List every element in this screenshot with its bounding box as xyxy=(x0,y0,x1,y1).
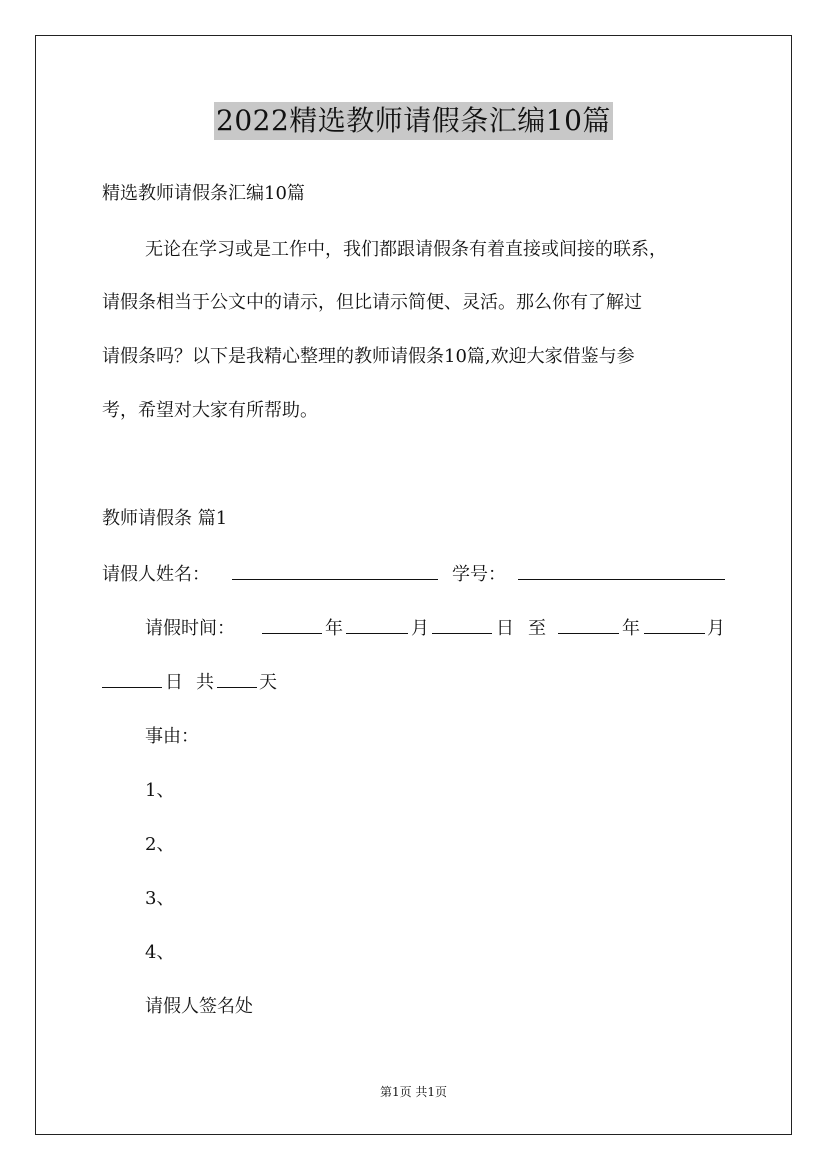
title-container xyxy=(0,102,827,140)
end-year-blank[interactable] xyxy=(558,617,619,641)
end-month-label: 月 xyxy=(707,618,725,639)
intro-line-2: 请假条相当于公文中的请示，但比请示简便、灵活。那么你有了解过 xyxy=(102,292,642,313)
total-label: 共 xyxy=(196,672,214,693)
page-footer: 第1页 共1页 xyxy=(379,1085,448,1099)
end-year-label: 年 xyxy=(622,618,640,639)
intro-line-1: 无论在学习或是工作中，我们都跟请假条有着直接或间接的联系， xyxy=(145,239,667,260)
signature-label: 请假人签名处 xyxy=(145,996,253,1017)
reason-item-4: 4、 xyxy=(145,942,175,963)
name-label: 请假人姓名： xyxy=(102,564,210,585)
reason-item-3: 3、 xyxy=(145,888,175,909)
month-label: 月 xyxy=(411,618,429,639)
reason-item-2: 2、 xyxy=(145,834,175,855)
year-label: 年 xyxy=(325,618,343,639)
reason-item-1: 1、 xyxy=(145,780,175,801)
name-blank[interactable] xyxy=(232,563,438,587)
end-day-blank[interactable] xyxy=(102,671,162,695)
start-month-blank[interactable] xyxy=(346,617,408,641)
section-heading: 教师请假条 篇1 xyxy=(102,508,228,529)
start-year-blank[interactable] xyxy=(262,617,322,641)
day-label: 日 xyxy=(496,618,514,639)
end-month-blank[interactable] xyxy=(644,617,705,641)
total-days-blank[interactable] xyxy=(217,671,257,695)
student-id-label: 学号： xyxy=(452,564,506,585)
end-day-label: 日 xyxy=(165,672,183,693)
to-label: 至 xyxy=(528,618,546,639)
intro-line-4: 考，希望对大家有所帮助。 xyxy=(102,400,318,421)
document-title: 2022精选教师请假条汇编10篇 xyxy=(214,102,613,140)
intro-line-3: 请假条吗？以下是我精心整理的教师请假条10篇,欢迎大家借鉴与参 xyxy=(102,346,635,367)
reason-label: 事由： xyxy=(145,726,199,747)
time-label: 请假时间： xyxy=(145,618,235,639)
student-id-blank[interactable] xyxy=(518,563,725,587)
subtitle: 精选教师请假条汇编10篇 xyxy=(102,183,305,204)
days-unit-label: 天 xyxy=(259,672,277,693)
start-day-blank[interactable] xyxy=(432,617,492,641)
